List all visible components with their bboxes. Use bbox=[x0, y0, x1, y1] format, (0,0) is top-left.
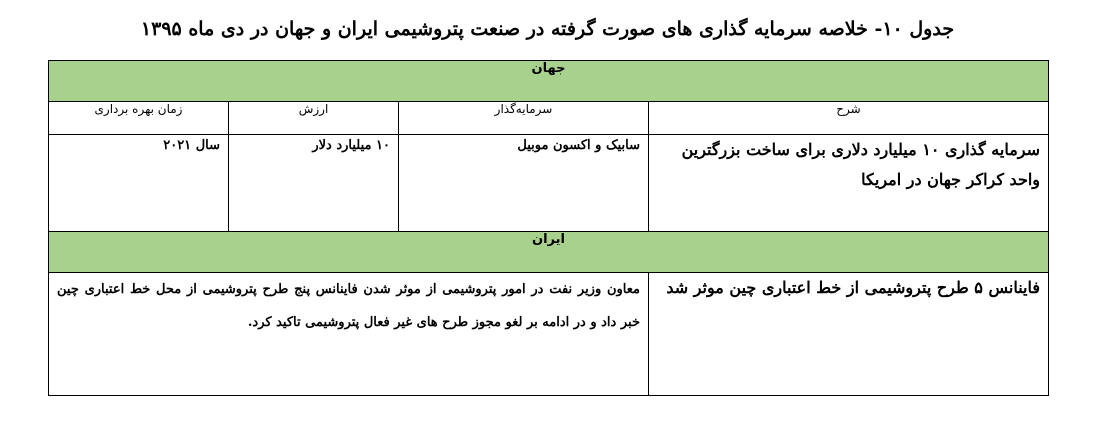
world-investor: سابیک و اکسون موبیل bbox=[399, 135, 649, 232]
investment-table bbox=[48, 60, 1049, 396]
header-investor: سرمایه‌گذار bbox=[399, 102, 649, 135]
table-title: جدول ۱۰- خلاصه سرمایه گذاری های صورت گرفته در صنعت پتروشیمی ایران و جهان در دی ماه ۱۳۹۵ bbox=[140, 18, 955, 40]
world-value: ۱۰ میلیارد دلار bbox=[229, 135, 399, 232]
table-row-world bbox=[49, 135, 1049, 232]
section-row-iran bbox=[49, 232, 1049, 273]
iran-details: معاون وزیر نفت در امور پتروشیمی از موثر شدن فاینانس پنج طرح پتروشیمی از محل خط اعتباری چین خبر داد و در ادامه بر لغو مجوز طرح های غیر فعال پتروشیمی تاکید کرد. bbox=[49, 273, 649, 396]
section-row-world bbox=[49, 61, 1049, 102]
section-label-world: جهان bbox=[49, 61, 1049, 102]
section-label-iran: ایران bbox=[49, 232, 1049, 273]
world-operation-time: سال ۲۰۲۱ bbox=[49, 135, 229, 232]
header-description: شرح bbox=[649, 102, 1049, 135]
table-row-iran bbox=[49, 273, 1049, 396]
header-row bbox=[49, 102, 1049, 135]
iran-description: فاینانس ۵ طرح پتروشیمی از خط اعتباری چین موثر شد bbox=[649, 273, 1049, 396]
header-value: ارزش bbox=[229, 102, 399, 135]
header-operation-time: زمان بهره برداری bbox=[49, 102, 229, 135]
world-description: سرمایه گذاری ۱۰ میلیارد دلاری برای ساخت بزرگترین واحد کراکر جهان در امریکا bbox=[649, 135, 1049, 232]
